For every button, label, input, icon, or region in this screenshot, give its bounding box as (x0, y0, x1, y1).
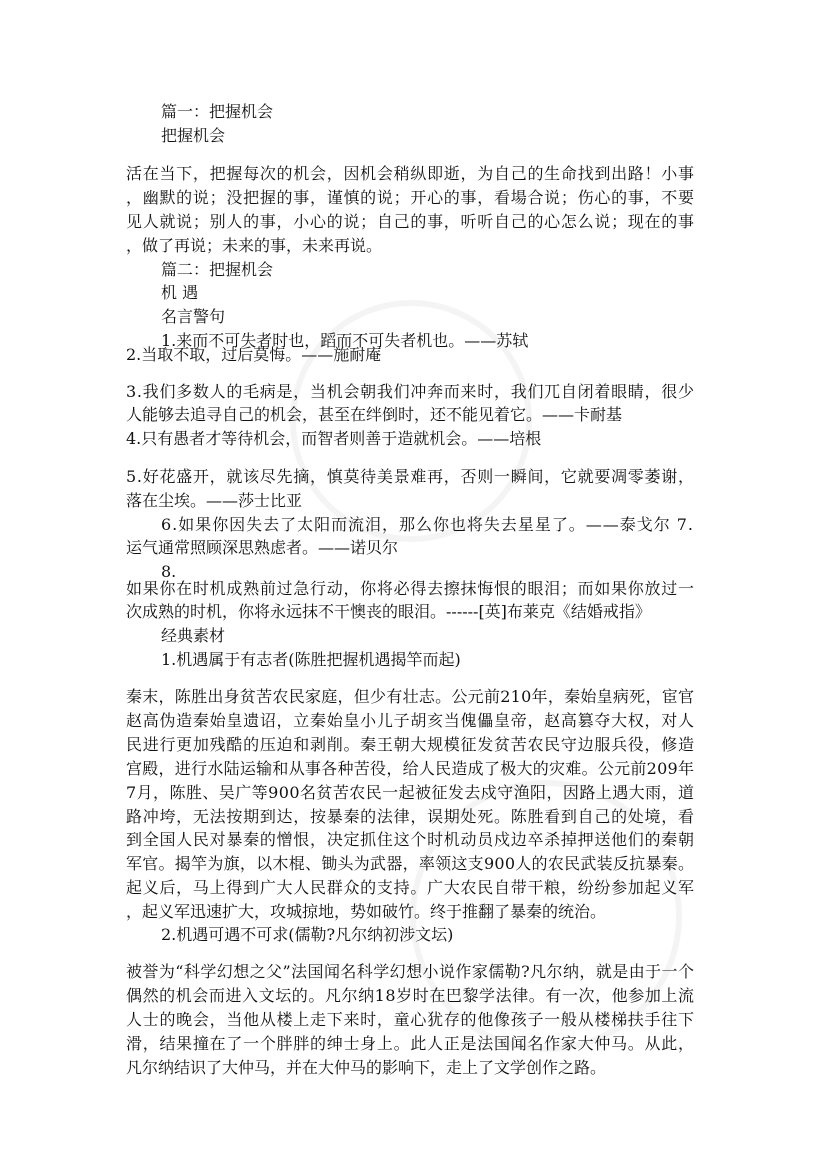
text-line: 篇一：把握机会 (161, 102, 274, 121)
text-line: 秦末，陈胜出身贫苦农民家庭，但少有壮志。公元前210年，秦始皇病死，宦官 (126, 687, 695, 706)
text-line: 如果你在时机成熟前过急行动，你将必得去擦抹悔恨的眼泪；而如果你放过一 (126, 579, 695, 598)
text-line: 滑，结果撞在了一个胖胖的绅士身上。此人正是法国闻名作家大仲马。从此， (126, 1034, 695, 1053)
text-line: 军官。揭竿为旗，以木棍、锄头为武器，率领这支900人的农民武装反抗暴秦。 (126, 854, 695, 873)
text-line: 落在尘埃。——莎士比亚 (126, 491, 303, 510)
text-line: 2.机遇可遇不可求(儒勒?凡尔纳初涉文坛) (161, 925, 454, 944)
text-line: 赵高伪造秦始皇遗诏，立秦始皇小儿子胡亥当傀儡皇帝，赵高篡夺大权，对人 (126, 711, 695, 730)
text-line: 1.来而不可失者时也，蹈而不可失者机也。——苏轼 (161, 331, 529, 350)
text-line: 到全国人民对暴秦的憎恨，决定抓住这个时机动员戍边卒杀掉押送他们的秦朝 (126, 830, 695, 849)
text-line: 民进行更加残酷的压迫和剥削。秦王朝大规模征发贫苦农民守边服兵役，修造 (126, 735, 695, 754)
text-line: 活在当下，把握每次的机会，因机会稍纵即逝，为自己的生命找到出路！小事 (126, 164, 695, 183)
text-line: 起义后，马上得到广大人民群众的支持。广大农民自带干粮，纷纷参加起义军 (126, 878, 695, 897)
text-line: 人能够去追寻自己的机会，甚至在绊倒时，还不能见着它。——卡耐基 (126, 405, 623, 424)
text-line: ，做了再说；未来的事，未来再说。 (126, 236, 383, 255)
text-line: 见人就说；别人的事，小心的说；自己的事，听听自己的心怎么说；现在的事 (126, 212, 695, 231)
text-line: 经典素材 (161, 626, 226, 645)
text-line: 1.机遇属于有志者(陈胜把握机遇揭竿而起) (161, 650, 461, 669)
text-line: 4.只有愚者才等待机会，而智者则善于造就机会。——培根 (126, 429, 542, 448)
text-line: 人士的晚会，当他从楼上走下来时，童心犹存的他像孩子一般从楼梯扶手往下 (126, 1010, 695, 1029)
text-line: 路冲垮，无法按期到达，按暴秦的法律，误期处死。陈胜看到自己的处境，看 (126, 807, 695, 826)
text-line: 6.如果你因失去了太阳而流泪，那么你也将失去星星了。——泰戈尔 7. (161, 515, 694, 534)
text-line: 把握机会 (161, 126, 226, 145)
text-line: 宫殿，进行水陆运输和从事各种苦役，给人民造成了极大的灾难。公元前209年 (126, 759, 695, 778)
text-line: 凡尔纳结识了大仲马，并在大仲马的影响下，走上了文学创作之路。 (126, 1058, 607, 1077)
text-line: 偶然的机会而进入文坛的。凡尔纳18岁时在巴黎学法律。有一次，他参加上流 (126, 986, 695, 1005)
text-line: 7月，陈胜、吴广等900名贫苦农民一起被征发去戍守渔阳，因路上遇大雨，道 (126, 783, 695, 802)
text-line: ，起义军迅速扩大，攻城掠地，势如破竹。终于推翻了暴秦的统治。 (126, 902, 607, 921)
text-line: 8. (161, 562, 177, 581)
text-line: 篇二：把握机会 (161, 260, 274, 279)
text-line: 名言警句 (161, 307, 226, 326)
text-line: 机 遇 (161, 283, 199, 302)
text-line: 2.当取不取，过后莫悔。——施耐庵 (126, 345, 382, 364)
text-line: ，幽默的说；没把握的事，谨慎的说；开心的事，看場合说；伤心的事，不要 (126, 188, 695, 207)
text-line: 3.我们多数人的毛病是，当机会朝我们冲奔而来时，我们兀自闭着眼睛，很少 (126, 382, 695, 401)
text-line: 次成熟的时机，你将永远抹不干懊丧的眼泪。------[英]布莱克《结婚戒指》 (126, 602, 651, 621)
text-line: 运气通常照顾深思熟虑者。——诺贝尔 (126, 538, 399, 557)
text-line: 5.好花盛开，就该尽先摘，慎莫待美景难再，否则一瞬间，它就要凋零萎谢， (126, 467, 695, 486)
text-line: 被誉为“科学幻想之父”法国闻名科学幻想小说作家儒勒?凡尔纳，就是由于一个 (126, 962, 695, 981)
